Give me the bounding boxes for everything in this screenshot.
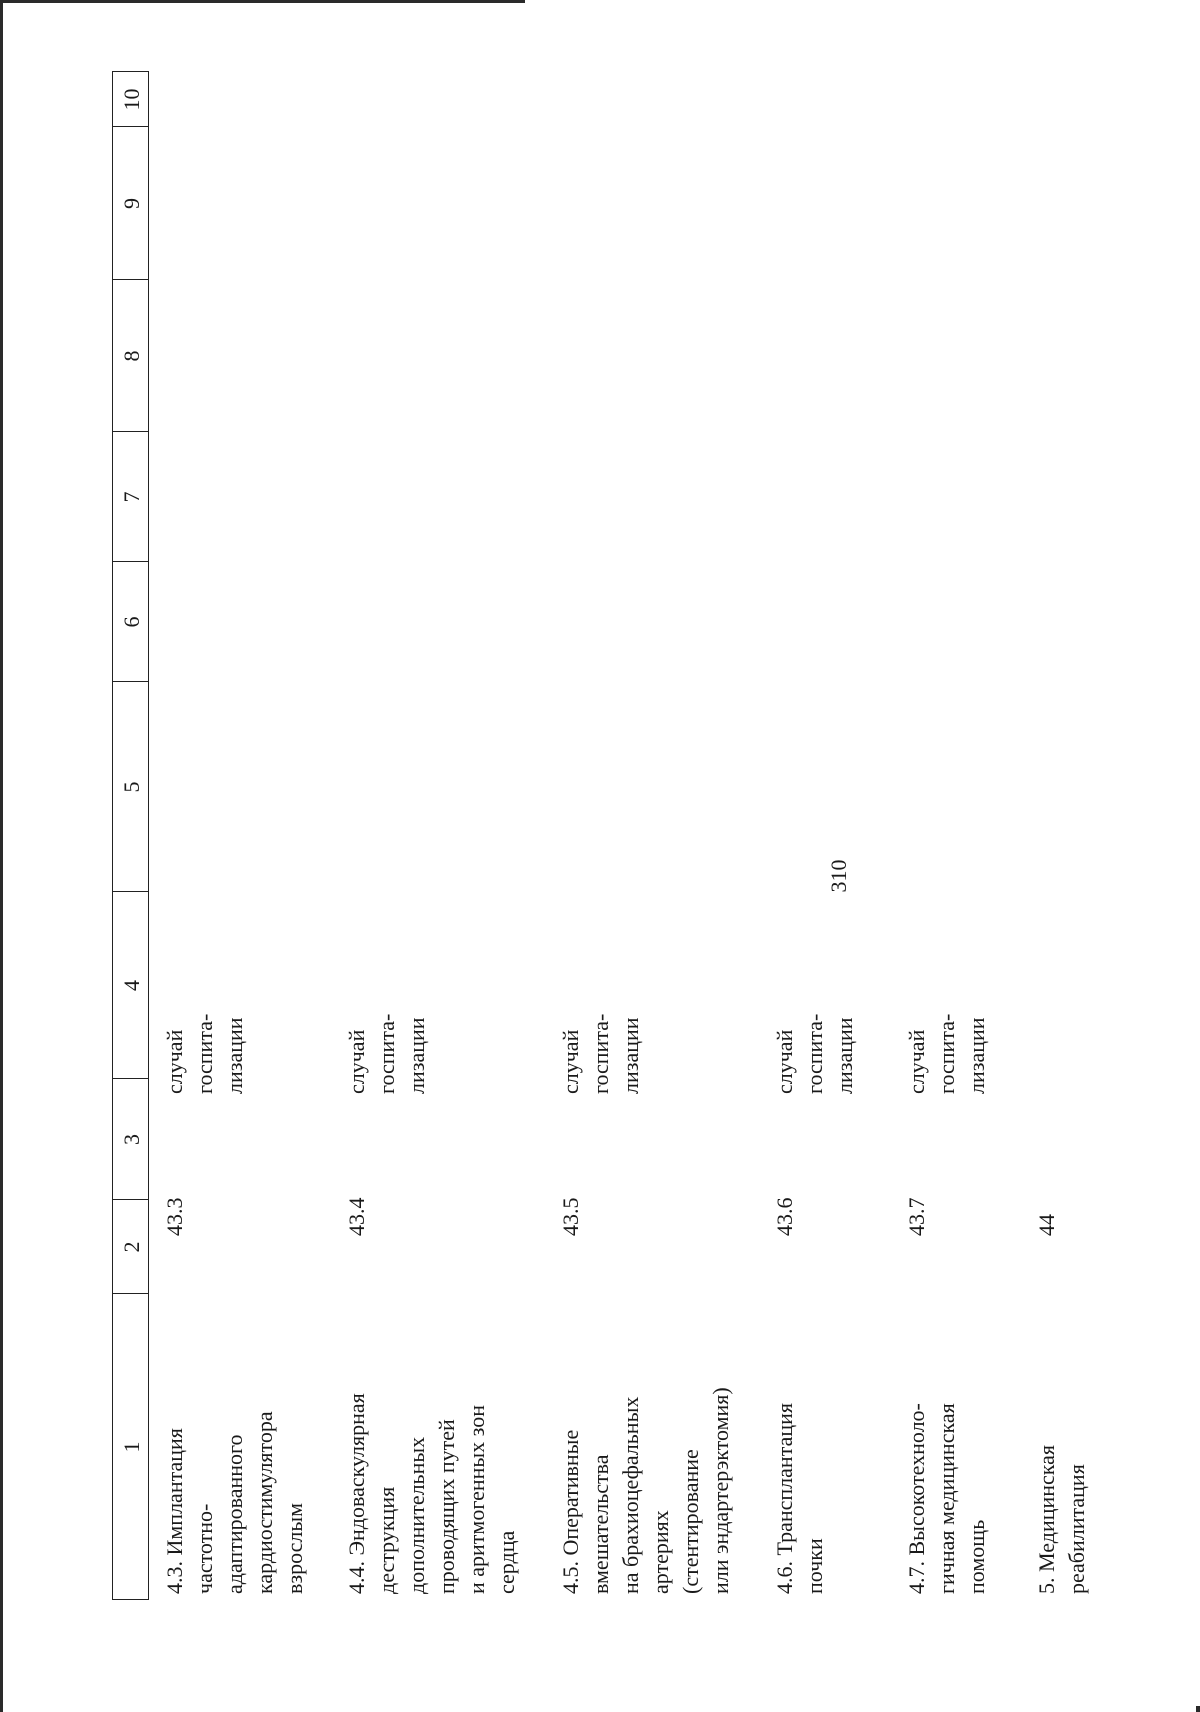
row-4-3-unit: случай госпита- лизации (162, 1013, 247, 1094)
row-4-6-code: 43.6 (772, 1197, 797, 1236)
row-5-name: 5. Медицинская реабилитация (1034, 1444, 1089, 1594)
row-4-7-name: 4.7. Высокотехноло- гичная медицинская помощь (904, 1403, 989, 1594)
column-header-8: 8 (119, 350, 144, 362)
column-header-7: 7 (119, 491, 144, 503)
row-4-5-code: 43.5 (558, 1197, 583, 1236)
row-4-4-code: 43.4 (344, 1197, 369, 1236)
header-bottom-rule (148, 72, 149, 1600)
row-4-4-name: 4.4. Эндоваскулярная деструкция дополнительных проводящих путей и аритмогенных зон сердца (344, 1393, 519, 1594)
page-number: 310 (826, 859, 851, 893)
column-header-5: 5 (119, 781, 144, 793)
row-4-6-unit: случай госпита- лизации (772, 1013, 857, 1094)
row-4-5-name: 4.5. Оперативные вмешательства на брахиоцефальных артериях (стентирование или эндартерэктомия) (558, 1387, 733, 1594)
column-header-4: 4 (119, 980, 144, 991)
column-header-9: 9 (119, 198, 144, 209)
row-5-code: 44 (1034, 1214, 1059, 1236)
row-4-6-name: 4.6. Трансплантация почки (772, 1402, 827, 1594)
row-4-3-code: 43.3 (162, 1197, 187, 1236)
column-header-1: 1 (119, 1441, 144, 1453)
column-header-3: 3 (119, 1134, 144, 1145)
row-4-3-name: 4.3. Имплантация частотно- адаптированного кардиостимулятора взрослым (162, 1411, 307, 1594)
row-4-7-code: 43.7 (904, 1197, 929, 1236)
table-top-rule (112, 72, 113, 1600)
column-header-6: 6 (119, 616, 144, 628)
column-header-10: 10 (119, 88, 144, 111)
row-4-7-unit: случай госпита- лизации (904, 1013, 989, 1094)
row-4-5-unit: случай госпита- лизации (558, 1013, 643, 1094)
column-header-2: 2 (119, 1241, 144, 1253)
row-4-4-unit: случай госпита- лизации (344, 1013, 429, 1094)
